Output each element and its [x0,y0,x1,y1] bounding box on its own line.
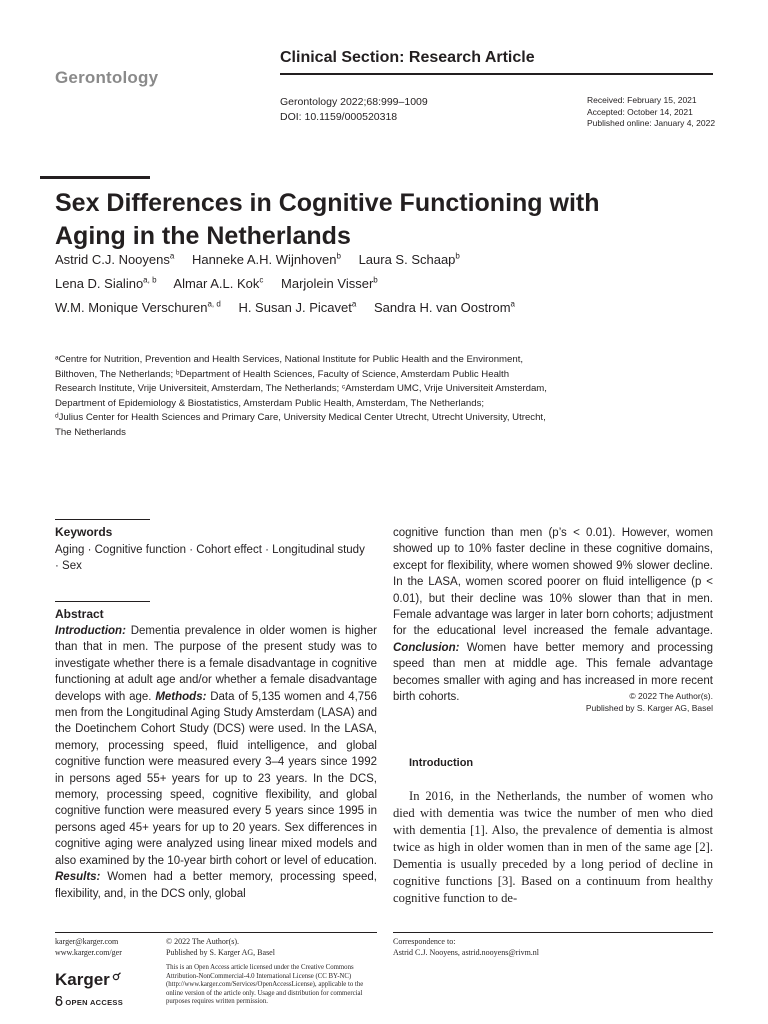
abstract-heading: Abstract [55,607,104,621]
footer-rule-right [393,932,713,933]
footer-publisher-line: Published by S. Karger AG, Basel [166,947,275,957]
author-name: H. Susan J. Picavet [238,300,352,315]
results-continued: cognitive function than men (p’s < 0.01). However, women showed up to 10% faster decline in these cognitive domains, except for flexibility, where women showed 9% slower decline. In the LASA, women scored poorer on fluid intelligence (p < 0.01), but their decline was 10% slower than that in men. Female advantage was larger in later born cohorts; adjustment for the educational level increased the female advantage. [393,527,713,638]
introduction-text [393,788,713,907]
author-affil: b [373,275,378,285]
introduction-body: In 2016, in the Netherlands, the number of women who died with dementia was twice the number of men who died with dementia [1]. Also, the prevalence of dementia is almost twice as high in older women than in men of the same age [2]. Dementia is usually preceded by a long period of decline in cognitive functions [3]. Based on a continuum from healthy cognitive function to de- [393,789,713,905]
date-accepted: Accepted: October 14, 2021 [587,106,693,117]
section-heading: Clinical Section: Research Article [280,49,535,66]
footer-rule-left [55,932,377,933]
correspondence-label: Correspondence to: [393,937,456,946]
publisher-website[interactable]: www.karger.com/ger [55,947,122,957]
author-list [55,248,695,320]
author-name: Laura S. Schaap [358,252,456,267]
correspondence-contact[interactable]: Astrid C.J. Nooyens, astrid.nooyens@rivm.nl [393,947,540,957]
author-line [55,272,695,296]
label-results: Results: [55,871,101,884]
date-published: Published online: January 4, 2022 [587,118,716,128]
author [55,276,157,291]
affiliation-line: ᵈJulius Center for Health Sciences and Primary Care, University Medical Center Utrecht, Utrecht University, Utrecht, [55,412,546,423]
abstract-paragraph [55,623,377,902]
license-text: This is an Open Access article licensed under the Creative Commons Attribution-NonCommercial-4.0 International License (CC BY-NC) (http://www.karger.com/Services/OpenAccessLicense), applicable to the online version of the article only. Usage and distribution for commercial purposes requires written permission. [166,964,364,1006]
author-name: Lena D. Sialino [55,276,144,291]
logo-text: Karger [55,970,110,989]
label-introduction: Introduction: [55,625,126,637]
introduction-heading: Introduction [409,757,474,769]
publisher-email[interactable]: karger@karger.com [55,937,119,946]
citation-ref: Gerontology 2022;68:999–1009 [280,96,428,108]
author [173,276,263,291]
author [55,252,174,267]
author-name: Marjolein Visser [281,276,374,291]
keywords-heading: Keywords [55,525,113,539]
author-affil: a [169,251,175,261]
author-name: Hanneke A.H. Wijnhoven [191,252,337,267]
open-access-label: OPEN ACCESS [65,998,124,1007]
methods-text: Data of 5,135 women and 4,756 men from the Longitudinal Aging Study Amsterdam (LASA) and the Doetinchem Cohort Study (DCS) were used. In the LASA, memory, processing speed, fluid intelligence, and global cognitive function were measured every 3–4 years since 1992 in persons aged 55+ years for up to 23 years. In the DCS, memory, processing speed, cognitive flexibility, and global cognitive function were measured every 5 years since 1995 in persons aged 45+ years for up to 20 years. Sex differences in cognitive aging were analyzed using linear mixed models and also examined by the 10-year birth cohort or level of education. [55,690,377,867]
author-affil: a, d [207,299,221,309]
author-affil: c [259,275,264,285]
title-rule [40,176,150,179]
citation-doi[interactable]: DOI: 10.1159/000520318 [280,111,398,123]
author-line [55,296,695,320]
keywords-text: Aging · Cognitive function · Cohort effect · Longitudinal study · Sex [55,544,365,572]
author [238,300,356,315]
author-affil: a [351,299,357,309]
open-access-icon [55,996,63,1006]
abstract-rule [55,601,150,602]
publisher-line: Published by S. Karger AG, Basel [585,703,713,713]
open-access-badge [55,996,123,1007]
intro-text: Dementia prevalence in older women is higher than that in men. The purpose of the present study was to investigate whether there is a female disadvantage in cognitive functioning at adult age and/or whether a female disadvantage develops with age. [55,625,377,703]
karger-logo [55,970,121,990]
correspondence-block [393,937,713,958]
affiliation-line: Research Institute, Vrije Universiteit, Amsterdam, The Netherlands; ᶜAmsterdam UMC, Vrije Universiteit Amsterdam, [55,383,547,394]
author [374,300,515,315]
affiliation-line: Bilthoven, The Netherlands; ᵇDepartment of Health Sciences, Faculty of Science, Amsterdam Public Health [55,368,510,380]
author-name: Sandra H. van Oostrom [373,300,511,315]
label-conclusion: Conclusion: [393,641,460,654]
author-line [55,248,695,272]
author-name: Astrid C.J. Nooyens [55,252,170,267]
logo-mark-icon [111,972,121,982]
copyright-block [440,690,713,714]
keywords-rule [55,519,150,520]
journal-name: Gerontology [55,68,159,87]
author-name: W.M. Monique Verschuren [55,300,208,315]
abstract-left-column [55,623,377,902]
copyright-line: © 2022 The Author(s). [629,691,713,701]
label-methods: Methods: [155,690,207,703]
header-rule [280,73,713,75]
author [192,252,341,267]
author-affil: a, b [143,275,157,285]
date-received: Received: February 15, 2021 [587,95,697,105]
publisher-contact [55,937,135,958]
affiliation-line: ᵃCentre for Nutrition, Prevention and Health Services, National Institute for Public Health and the Environment, [55,354,524,365]
citation-block [280,95,428,125]
author-name: Almar A.L. Kok [173,276,260,291]
footer-copyright [166,937,366,958]
affiliation-line: The Netherlands [55,426,126,438]
abstract-right-column [393,525,713,705]
affiliations [55,353,615,440]
author [281,276,378,291]
affiliation-line: Department of Epidemiology & Biostatistics, Amsterdam Public Health, Amsterdam, The Netherlands; [55,397,485,409]
conclusion-text: Women have better memory and processing speed than men at middle age. This female advantage becomes smaller with aging and has increased in more recent birth cohorts. [393,641,713,704]
author-affil: a [510,299,515,309]
abstract-paragraph [393,525,713,705]
author-affil: b [336,251,341,261]
dates-block [587,95,715,130]
author [55,300,221,315]
article-title: Sex Differences in Cognitive Functioning with Aging in the Netherlands [55,189,600,250]
footer-copyright-line: © 2022 The Author(s). [166,937,240,946]
author [359,252,460,267]
author-affil: b [455,251,460,261]
results-text: Women had a better memory, processing speed, flexibility, and, in the DCS only, global [55,871,377,900]
